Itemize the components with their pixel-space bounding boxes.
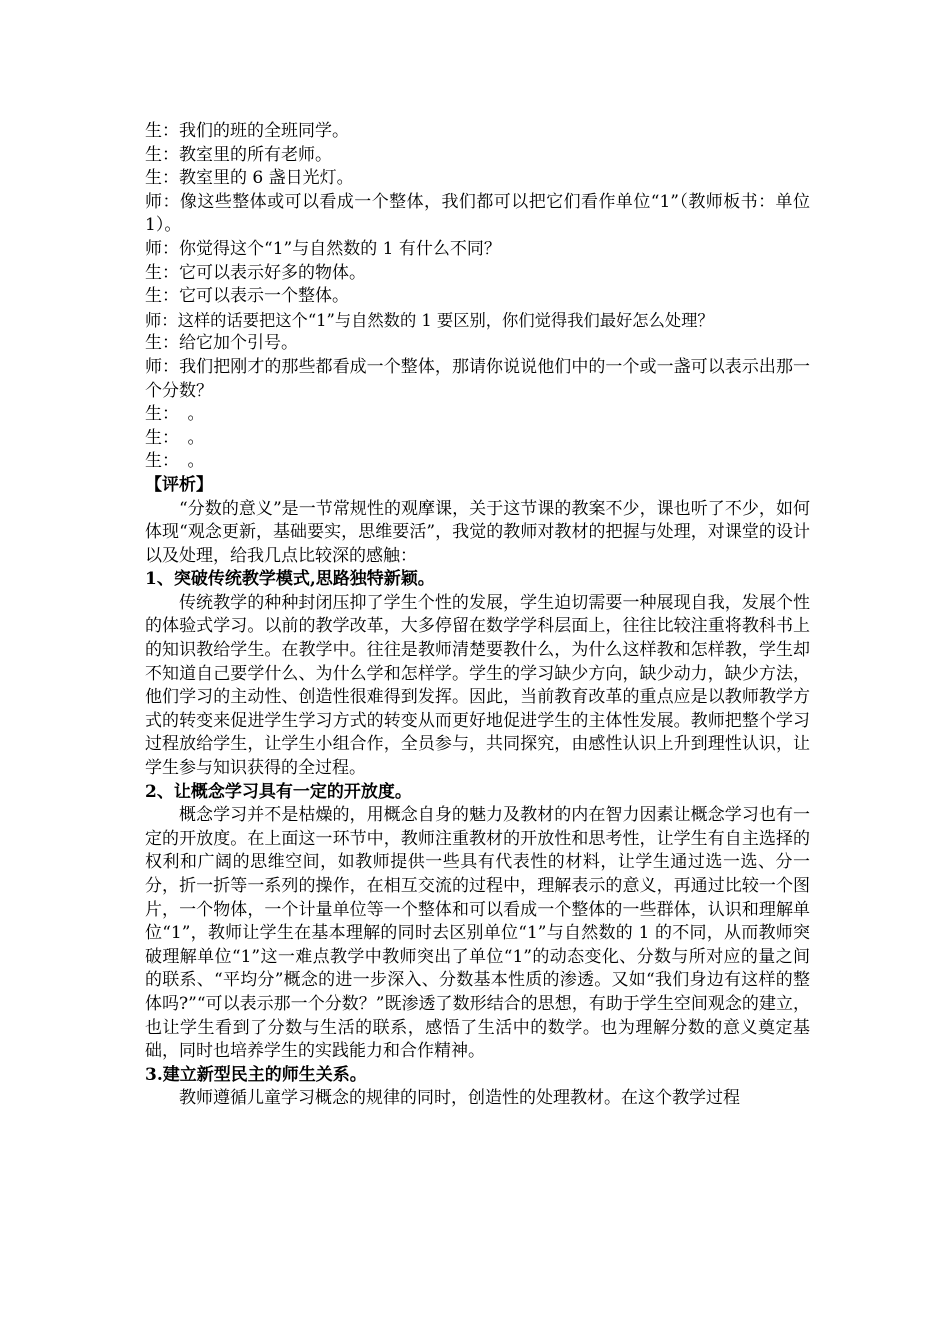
section-heading-2: 2、让概念学习具有一定的开放度。 bbox=[145, 781, 412, 802]
dialogue-line: 生：它可以表示好多的物体。 bbox=[145, 262, 366, 283]
dialogue-line: 生：我们的班的全班同学。 bbox=[145, 121, 349, 141]
dialogue-line: 师：像这些整体或可以看成一个整体，我们都可以把它们看作单位“1”（教师板书：单位 1）。 bbox=[145, 191, 810, 236]
section-body-1: 传统教学的种种封闭压抑了学生个性的发展，学生迫切需要一种展现自我，发展个性的体验式学习。以前的教学改革，大多停留在数学学科层面上，往往比较注重将教科书上的知识教给学生。在教学中。往往是教师清楚要教什么，为什么这样教和怎样教，学生却不知道自己要学什么、为什么学和怎样学。学生的学习缺少方向，缺少动力，缺少方法，他们学习的主动性、创造性很难得到发挥。因此，当前教育改革的重点应是以教师教学方式的转变来促进学生学习方式的转变从而更好地促进学生的主体性发展。教师把整个学习过程放给学生，让学生小组合作，全员参与，共同探究，由感性认识上升到理性认识，让学生参与知识获得的全过程。 bbox=[145, 592, 810, 779]
dialogue-line: 生：给它加个引号。 bbox=[145, 333, 298, 354]
document-page bbox=[145, 120, 810, 1111]
dialogue-line: 生： 。 bbox=[145, 404, 205, 425]
section-body-2: 概念学习并不是枯燥的，用概念自身的魅力及教材的内在智力因素让概念学习也有一定的开放度。在上面这一环节中，教师注重教材的开放性和思考性，让学生有自主选择的权利和广阔的思维空间，如教师提供一些具有代表性的材料，让学生通过选一选、分一分，折一折等一系列的操作，在相互交流的过程中，理解表示的意义，再通过比较一个图片，一个物体，一个计量单位等一个整体和可以看成一个整体的一些群体，认识和理解单位“1”，教师让学生在基本理解的同时去区别单位“1”与自然数的 1 的不同，从而教师突破理解单位“1”这一难点教学中教师突出了单位“1”的动态变化、分数与所对应的量之间的联系、“平均分”概念的进一步深入、分数基本性质的渗透。又如“我们身边有这样的整体吗?”“可以表示那一个分数？”既渗透了数形结合的思想，有助于学生空间观念的建立，也让学生看到了分数与生活的联系，感悟了生活中的数学。也为理解分数的意义奠定基础，同时也培养学生的实践能力和合作精神。 bbox=[145, 805, 810, 1062]
section-heading-3: 3.建立新型民主的师生关系。 bbox=[145, 1064, 367, 1085]
dialogue-line: 生： 。 bbox=[145, 451, 205, 472]
dialogue-line: 师：我们把刚才的那些都看成一个整体，那请你说说他们中的一个或一盏可以表示出那一个分数？ bbox=[145, 356, 810, 401]
dialogue-line: 师：你觉得这个“1”与自然数的 1 有什么不同？ bbox=[145, 238, 501, 259]
review-intro: “分数的意义”是一节常规性的观摩课，关于这节课的教案不少，课也听了不少，如何体现“观念更新，基础要实，思维要活”，我觉的教师对教材的把握与处理，对课堂的设计以及处理，给我几点比较深的感触： bbox=[145, 498, 810, 566]
dialogue-line: 生：教室里的所有老师。 bbox=[145, 144, 332, 165]
section-heading-1: 1、突破传统教学模式,思路独特新颖。 bbox=[145, 569, 435, 590]
dialogue-line: 生：教室里的 6 盏日光灯。 bbox=[145, 168, 354, 189]
dialogue-line: 师：这样的话要把这个“1”与自然数的 1 要区别，你们觉得我们最好怎么处理？ bbox=[145, 310, 714, 330]
dialogue-line: 生： 。 bbox=[145, 427, 205, 448]
section-body-3: 教师遵循儿童学习概念的规律的同时，创造性的处理教材。在这个教学过程 bbox=[179, 1088, 740, 1109]
dialogue-line: 生：它可以表示一个整体。 bbox=[145, 286, 349, 307]
review-heading: 【评析】 bbox=[145, 474, 213, 495]
